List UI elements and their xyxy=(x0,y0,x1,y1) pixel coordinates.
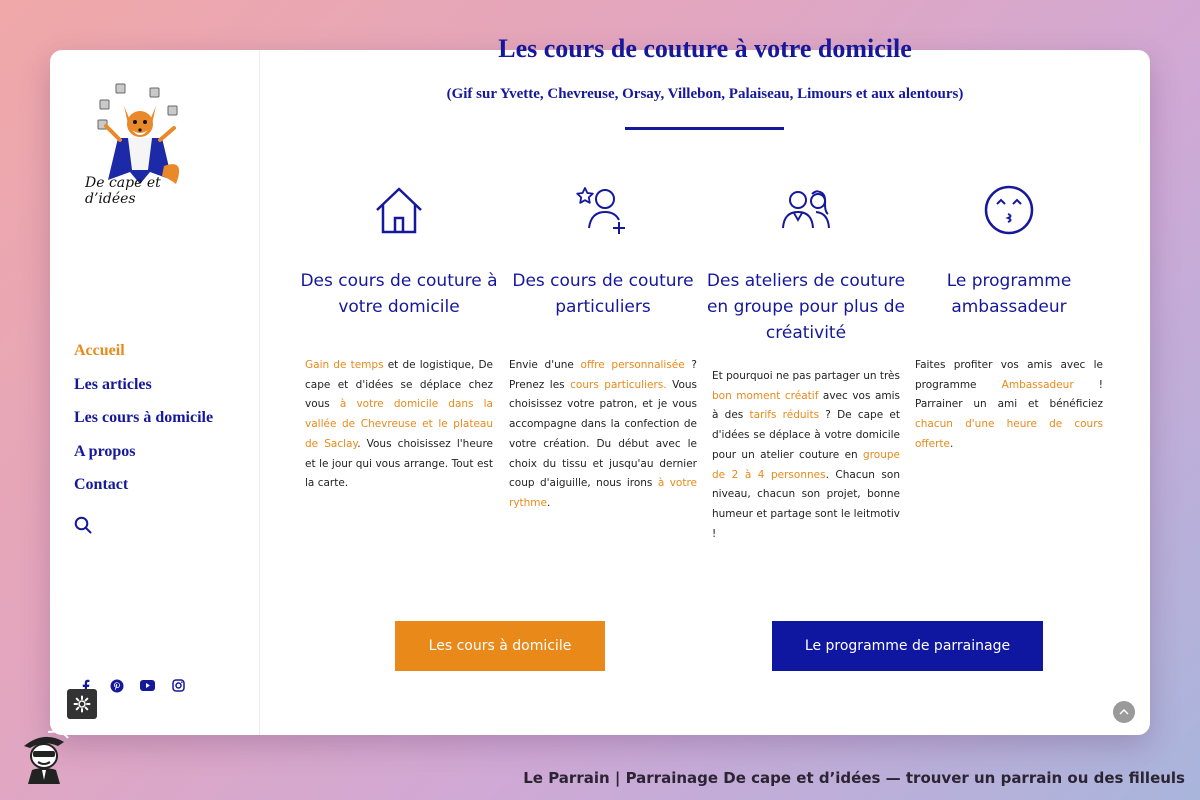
search-icon[interactable] xyxy=(74,516,92,534)
instagram-icon[interactable] xyxy=(171,678,186,693)
footer-page-title: Le Parrain | Parrainage De cape et d’idées — trouver un parrain ou des filleuls xyxy=(523,769,1185,787)
feature-title: Des ateliers de couture en groupe pour plus de créativité xyxy=(706,271,906,343)
sidebar xyxy=(50,50,260,735)
chevron-up-icon xyxy=(1119,709,1129,715)
page-subtitle: (Gif sur Yvette, Chevreuse, Orsay, Villebon, Palaiseau, Limours et aux alentours) xyxy=(446,86,964,102)
nav-item-cours-domicile[interactable]: Les cours à domicile xyxy=(74,409,214,426)
paragraph-text: . xyxy=(950,437,954,450)
highlighted-text: groupe de 2 à 4 personnes xyxy=(712,448,900,481)
feature-text xyxy=(305,356,493,494)
highlighted-text: à votre domicile dans la vallée de Chevreuse et le plateau de Saclay xyxy=(305,398,493,450)
nav-item-accueil[interactable]: Accueil xyxy=(74,342,125,359)
sponsorship-program-button[interactable]: Le programme de parrainage xyxy=(772,621,1043,671)
paragraph-text: ! Parrainer un ami et bénéficiez xyxy=(915,378,1103,411)
youtube-icon[interactable] xyxy=(140,678,155,693)
highlighted-text: tarifs réduits xyxy=(749,409,820,422)
highlighted-text: Ambassadeur xyxy=(1001,378,1074,391)
feature-text xyxy=(509,356,697,514)
highlighted-text: cours particuliers. xyxy=(570,378,667,391)
group-icon xyxy=(778,182,834,238)
paragraph-text: Et pourquoi ne pas partager un très xyxy=(712,370,900,382)
highlighted-text: à votre rythme xyxy=(509,477,697,509)
nav-item-articles[interactable]: Les articles xyxy=(74,375,152,393)
main-nav xyxy=(74,342,213,510)
page-title: Les cours de couture à votre domicile xyxy=(498,34,912,63)
nav-item-a-propos[interactable]: A propos xyxy=(74,442,136,460)
home-lessons-button[interactable]: Les cours à domicile xyxy=(395,621,605,671)
feature-title: Des cours de couture à votre domicile xyxy=(300,271,498,317)
paragraph-text: . xyxy=(547,496,551,509)
paragraph-text: avec vos amis à des xyxy=(712,389,900,422)
paragraph-text: ? De cape et d'idées se déplace à votre domicile pour un atelier couture en xyxy=(712,409,900,461)
feature-text xyxy=(915,356,1103,455)
nav-item-contact[interactable]: Contact xyxy=(74,476,129,493)
highlighted-text: offre personnalisée xyxy=(580,359,685,371)
gear-icon xyxy=(73,695,91,713)
paragraph-text: . Vous choisissez l'heure et le jour qui vous arrange. Tout est la carte. xyxy=(305,437,493,490)
feature-title: Le programme ambassadeur xyxy=(946,271,1072,317)
logo-text: De cape et d’idées xyxy=(85,175,161,207)
kiss-face-icon xyxy=(981,182,1037,238)
house-icon xyxy=(371,182,427,238)
paragraph-text: Vous choisissez votre patron, et je vous accompagne dans la confection de votre création. Du début avec le choix du tissu et jusqu'au dernier coup d'aiguille, nous irons xyxy=(509,378,698,490)
paragraph-text: Envie d'une xyxy=(509,359,581,371)
feature-text xyxy=(712,367,900,544)
highlighted-text: Gain de temps xyxy=(305,359,384,371)
paragraph-text: Faites profiter vos amis avec le programme xyxy=(915,359,1103,391)
paragraph-text: et de logistique, De cape et d'idées se déplace chez vous xyxy=(305,359,493,411)
paragraph-text: ? Prenez les xyxy=(509,359,697,391)
paragraph-text: . Chacun son niveau, chacun son projet, bonne humeur et partage sont le leitmotiv ! xyxy=(712,468,900,540)
scroll-to-top-button[interactable] xyxy=(1113,701,1135,723)
highlighted-text: bon moment créatif xyxy=(712,389,819,402)
feature-title: Des cours de couture particuliers xyxy=(512,271,694,317)
user-star-icon xyxy=(575,182,631,238)
browser-window xyxy=(50,34,1150,735)
title-divider xyxy=(625,127,784,130)
pinterest-icon[interactable] xyxy=(109,678,124,693)
parrain-mascot-logo xyxy=(18,728,70,784)
main-content xyxy=(260,34,1150,735)
highlighted-text: chacun d'une heure de cours offerte xyxy=(915,418,1103,450)
settings-button[interactable] xyxy=(67,689,97,719)
